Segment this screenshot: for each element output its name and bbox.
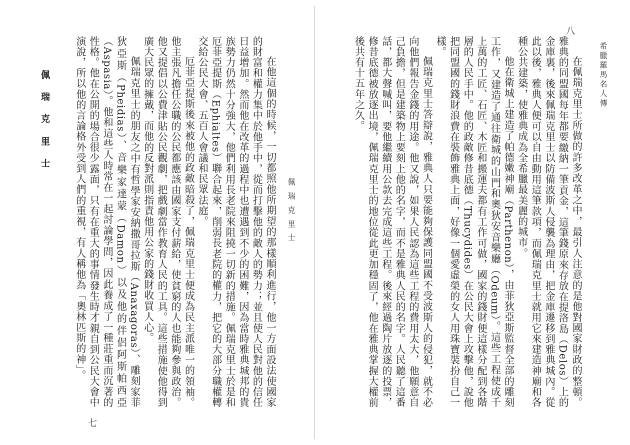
right-page (318, 0, 630, 445)
right-paragraph-3: 佩瑞克里士答辯說，雅典人只要能夠保護同盟國不受波斯人的侵犯，就不必向他們報告金錢的用途。他又說，如果人民認為這些工程的費用太大，他願意自己負擔，但是建築物上要刻上他的名字，而不是雅典人民的名字。人民聽了這番話，都大聲喊叫，要他繼續用公款去完成這些工程。後來經過陶片放逐的投票，修昔底德被放逐出境，佩瑞克里士的地位從此更加穩固了，他在雅典掌握大權前後共有十五年之久。 (352, 36, 432, 408)
left-paragraph-3: 佩瑞克里士的朋友之中有哲學家安納撒哥拉斯（Anaxagoras）、雕刻家菲狄亞斯（Pheidias）、音樂家達蒙（Damon）以及他的伴侶阿斯帕西亞（Aspasia）。他和這些人時常在一起討論學問，因此養成了一種莊重而沉著的性格。他在公開的場合很少露面，只有在重大的事情發生時才親自到公民大會中演說，所以他的言論格外受到人們的重視，有人稱他為「奧林匹斯的神」。 (73, 36, 140, 408)
left-page-number: 七 (88, 419, 98, 429)
left-paragraph-1: 在他這個的時候，一切都照他所期望的那樣順利進行，他一方面設法使國家的財富和權力集中於他手中，從而打擊他的敵人的勢力；並且使人民對他的信任日益增加。然而他在改革的過程中也遭遇到不少的困難，因為當時雅典城邦的貴族勢力仍然十分強大，他們利用長老院來阻撓一切新的措施。佩瑞克里士於是和厄菲亞提斯（Ephialtes）聯合起來，削弱長老院的權力，把它的大部分職權轉交給公民大會、五百人會議和民眾法庭。 (196, 36, 275, 408)
right-page-text (320, 36, 582, 408)
page-gutter (314, 6, 315, 439)
left-paragraph-2: 厄菲亞提斯後來被他的政敵暗殺了，佩瑞克里士便成為民主派唯一的領袖。他主張凡擔任公職的公民都應該由國家支付薪給，使貧窮的人也能夠參與政治。他又提倡以公費津貼公民觀劇，把戲劇當作教育人民的工具。這些措施使他得到廣大民眾的擁戴，而他的反對派則指責他用公家的錢財收買人心。 (141, 36, 194, 408)
book-title-footer: 佩 瑞 克 里 士 (39, 70, 49, 173)
right-paragraph-1: 在佩瑞克里士所做的許多改革之中，最引人注意的是他對國家財政的整頓。雅典的同盟國每年都要繳納一筆貢金，這筆錢原來存放在提洛島（Delos）上的金庫裏，後來佩瑞克里士以防備波斯人侵襲為理由，把金庫遷移到雅典城內。從此以後，雅典人便可以自由動用這筆款項，而佩瑞克里士就用它來建造神廟和各種公共建築，使雅典成為全希臘最美麗的城市。 (515, 36, 581, 408)
right-paragraph-2: 他在衛城上建造了帕德嫩神廟（Parthenon），由菲狄亞斯監督全部的雕刻工作，又建造了通往衛城的山門和奧狄安音樂廳（Odeum）。這些工程使成千上萬的工匠、石匠、木匠和搬運夫都有工作可做，國家的錢財便這樣分配到各階層的人民手中。他的政敵修昔底德（Thucydides）在公民大會上攻擊他，說他把同盟國的錢財浪費在裝飾雅典上面，好像一個愛虛榮的女人用珠寶裝扮自己一樣。 (434, 36, 514, 408)
right-page-number: 八 (566, 27, 576, 37)
left-page (0, 0, 312, 445)
left-page-text (54, 36, 276, 408)
left-running-head: 佩 瑞 克 里 士 (287, 178, 296, 244)
right-running-head: 希臘羅馬名人傳 (599, 42, 608, 109)
